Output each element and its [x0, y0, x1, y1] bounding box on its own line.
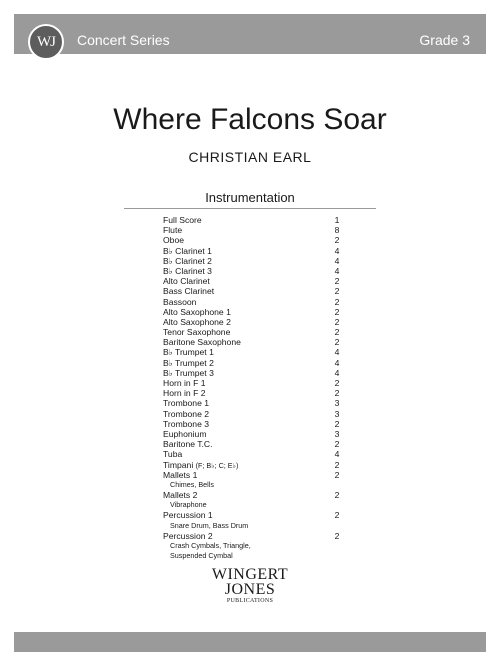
part-row — [163, 327, 343, 337]
part-quantity: 4 — [334, 449, 340, 460]
part-name-text: Oboe — [163, 235, 185, 246]
part-quantity: 2 — [334, 510, 340, 521]
part-quantity: 2 — [334, 316, 340, 327]
instrumentation-list — [163, 215, 343, 561]
part-row — [163, 439, 343, 449]
part-name — [163, 439, 213, 449]
part-name — [163, 531, 213, 541]
part-row — [163, 307, 343, 317]
part-name — [163, 378, 206, 388]
part-row — [163, 368, 343, 378]
part-name — [163, 460, 238, 470]
part-row — [163, 286, 343, 296]
part-name-text: Baritone Saxophone — [163, 337, 241, 348]
part-row — [163, 256, 343, 266]
heading-divider — [124, 208, 376, 209]
part-row — [163, 398, 343, 408]
part-quantity: 2 — [334, 337, 340, 348]
part-name-text: Flute — [163, 225, 183, 236]
instrumentation-heading: Instrumentation — [205, 190, 295, 205]
part-row — [163, 235, 343, 245]
part-row — [163, 337, 343, 347]
part-row — [163, 276, 343, 286]
part-name — [163, 246, 212, 256]
part-row — [163, 388, 343, 398]
composer-name: CHRISTIAN EARL — [188, 149, 312, 165]
part-name-text: Bass Clarinet — [163, 286, 215, 297]
part-name — [163, 368, 214, 378]
part-quantity: 3 — [334, 428, 340, 439]
publisher-line-2: JONES — [224, 581, 276, 598]
part-row — [163, 317, 343, 327]
part-name — [163, 317, 231, 327]
part-name-text: Trombone 1 — [163, 398, 210, 409]
part-row — [163, 347, 343, 357]
part-name — [163, 429, 206, 439]
part-row — [163, 449, 343, 459]
part-quantity: 2 — [334, 306, 340, 317]
part-name-text: Mallets 1 — [163, 469, 198, 480]
part-quantity: 4 — [334, 245, 340, 256]
part-name-text: Baritone T.C. — [163, 439, 213, 450]
part-row — [163, 490, 343, 500]
part-quantity: 2 — [334, 530, 340, 541]
part-row — [163, 510, 343, 520]
part-name — [163, 266, 212, 276]
part-name-text: Percussion 1 — [163, 510, 213, 521]
part-quantity: 1 — [334, 215, 340, 225]
part-instruments: Vibraphone — [170, 500, 207, 510]
part-name-text: Horn in F 2 — [163, 388, 206, 399]
part-quantity: 8 — [334, 225, 340, 236]
part-row — [163, 419, 343, 429]
part-name-text: Trombone 2 — [163, 408, 210, 419]
part-name — [163, 398, 209, 408]
part-row — [163, 246, 343, 256]
part-name-text: Timpani — [163, 459, 194, 470]
part-name-text: Alto Clarinet — [163, 276, 210, 287]
part-name — [163, 388, 206, 398]
part-name-text: Tenor Saxophone — [163, 327, 231, 338]
part-row — [163, 460, 343, 470]
part-quantity: 4 — [334, 347, 340, 358]
piece-title: Where Falcons Soar — [113, 103, 387, 136]
part-quantity: 2 — [334, 276, 340, 287]
part-name-text: Full Score — [163, 215, 202, 225]
part-name — [163, 215, 202, 225]
part-quantity: 2 — [334, 418, 340, 429]
part-quantity: 2 — [334, 327, 340, 338]
part-instruments: Snare Drum, Bass Drum — [170, 520, 249, 530]
part-name — [163, 419, 209, 429]
publisher-line-3: PUBLICATIONS — [226, 598, 274, 604]
part-quantity: 4 — [334, 255, 340, 266]
part-quantity: 2 — [334, 378, 340, 388]
part-row — [163, 358, 343, 368]
part-name — [163, 327, 230, 337]
part-row — [163, 531, 343, 541]
part-name — [163, 225, 182, 235]
part-name-text: Euphonium — [163, 428, 207, 439]
part-quantity: 4 — [334, 367, 340, 378]
footer-bar — [14, 632, 486, 652]
part-name-text: B♭ Clarinet 2 — [163, 255, 212, 266]
publisher-logo — [195, 567, 305, 605]
part-row — [163, 470, 343, 480]
part-name — [163, 337, 241, 347]
series-label: Concert Series — [77, 32, 170, 48]
part-row — [163, 215, 343, 225]
part-quantity: 3 — [334, 398, 340, 409]
part-quantity: 2 — [334, 490, 340, 501]
part-name-text: B♭ Trumpet 1 — [163, 347, 214, 358]
part-name-text: Horn in F 1 — [163, 378, 206, 388]
part-quantity: 2 — [334, 296, 340, 307]
part-name-text: B♭ Trumpet 3 — [163, 367, 214, 378]
part-instruments: Suspended Cymbal — [170, 551, 233, 561]
part-row — [163, 266, 343, 276]
part-row — [163, 297, 343, 307]
grade-label: Grade 3 — [419, 32, 470, 48]
part-quantity: 3 — [334, 408, 340, 419]
part-name — [163, 276, 210, 286]
part-name — [163, 286, 214, 296]
part-name — [163, 307, 231, 317]
part-instruments: Crash Cymbals, Triangle, — [170, 541, 251, 550]
wj-logo: WJ — [28, 24, 64, 60]
part-name — [163, 510, 213, 520]
publisher-line-1: WINGERT — [211, 566, 289, 583]
part-name-text: Bassoon — [163, 296, 197, 307]
part-name — [163, 235, 184, 245]
part-row — [163, 429, 343, 439]
part-quantity: 2 — [334, 469, 340, 480]
part-name-text: B♭ Trumpet 2 — [163, 357, 214, 368]
part-name-text: Percussion 2 — [163, 530, 213, 541]
part-row — [163, 225, 343, 235]
part-name — [163, 256, 212, 266]
part-quantity: 2 — [334, 459, 340, 470]
part-quantity: 4 — [334, 265, 340, 276]
part-name — [163, 449, 182, 459]
part-name — [163, 470, 197, 480]
part-name-text: Trombone 3 — [163, 418, 210, 429]
part-name — [163, 347, 214, 357]
part-name-text: B♭ Clarinet 1 — [163, 245, 212, 256]
part-quantity: 4 — [334, 357, 340, 368]
part-name-text: Mallets 2 — [163, 490, 198, 501]
part-quantity: 2 — [334, 439, 340, 450]
part-name-text: Alto Saxophone 1 — [163, 306, 231, 317]
part-instruments: Chimes, Bells — [170, 479, 214, 489]
part-note: (F; B♭; C; E♭) — [195, 460, 239, 470]
part-name — [163, 409, 209, 419]
part-name — [163, 358, 214, 368]
part-name — [163, 297, 196, 307]
part-quantity: 2 — [334, 235, 340, 246]
part-name-text: Alto Saxophone 2 — [163, 316, 231, 327]
part-row — [163, 409, 343, 419]
part-quantity: 2 — [334, 286, 340, 297]
part-name-text: Tuba — [163, 449, 183, 460]
part-name-text: B♭ Clarinet 3 — [163, 265, 212, 276]
part-name — [163, 490, 197, 500]
part-quantity: 2 — [334, 388, 340, 399]
part-row — [163, 378, 343, 388]
